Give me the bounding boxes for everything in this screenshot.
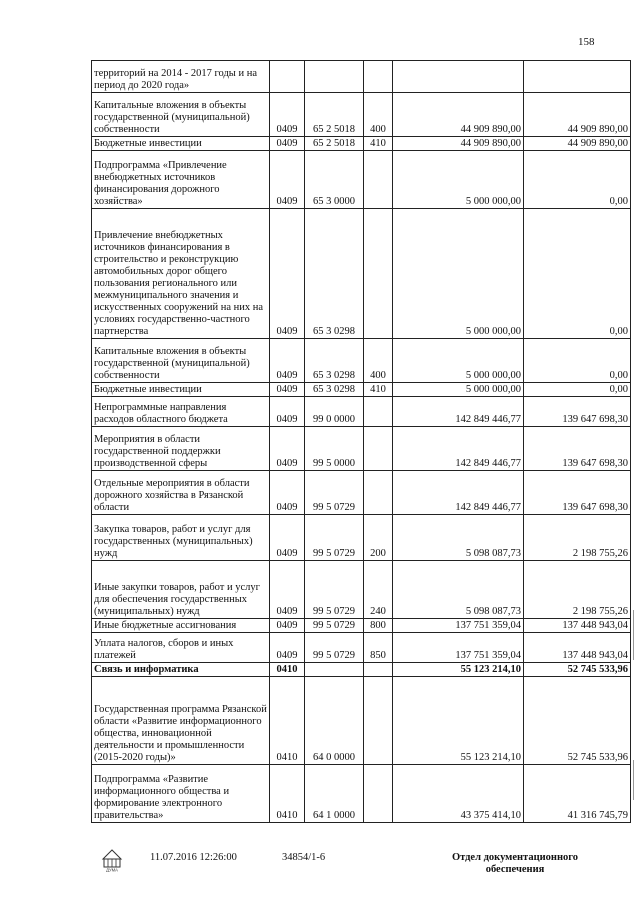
table-row bbox=[92, 765, 631, 823]
row-name: Непрограммные направления расходов областного бюджета bbox=[92, 397, 270, 427]
table-row bbox=[92, 209, 631, 339]
row-amount-2017: 137 448 943,04 bbox=[524, 633, 631, 663]
row-amount-2017: 52 745 533,96 bbox=[524, 663, 631, 677]
table-row bbox=[92, 633, 631, 663]
row-target-code: 99 5 0729 bbox=[305, 561, 364, 619]
budget-table bbox=[91, 60, 631, 823]
row-amount-2017: 0,00 bbox=[524, 383, 631, 397]
row-amount-2016: 142 849 446,77 bbox=[393, 397, 524, 427]
row-section-code: 0409 bbox=[270, 209, 305, 339]
row-target-code: 99 5 0729 bbox=[305, 471, 364, 515]
row-section-code: 0409 bbox=[270, 427, 305, 471]
row-section-code: 0409 bbox=[270, 515, 305, 561]
row-expense-type: 410 bbox=[364, 137, 393, 151]
row-amount-2017 bbox=[524, 61, 631, 93]
row-amount-2016: 5 000 000,00 bbox=[393, 151, 524, 209]
table-row bbox=[92, 151, 631, 209]
row-name: Бюджетные инвестиции bbox=[92, 137, 270, 151]
row-section-code: 0409 bbox=[270, 93, 305, 137]
table-row bbox=[92, 137, 631, 151]
row-expense-type bbox=[364, 209, 393, 339]
row-target-code: 65 2 5018 bbox=[305, 93, 364, 137]
row-amount-2016: 55 123 214,10 bbox=[393, 677, 524, 765]
row-amount-2017: 52 745 533,96 bbox=[524, 677, 631, 765]
row-name: Закупка товаров, работ и услуг для государственных (муниципальных) нужд bbox=[92, 515, 270, 561]
row-amount-2017: 41 316 745,79 bbox=[524, 765, 631, 823]
budget-table-body bbox=[92, 61, 631, 823]
row-amount-2016: 5 000 000,00 bbox=[393, 383, 524, 397]
row-expense-type bbox=[364, 677, 393, 765]
row-expense-type: 850 bbox=[364, 633, 393, 663]
row-section-code: 0409 bbox=[270, 561, 305, 619]
row-name: Связь и информатика bbox=[92, 663, 270, 677]
scan-edge-mark bbox=[633, 610, 634, 660]
row-amount-2017: 44 909 890,00 bbox=[524, 137, 631, 151]
row-name: Подпрограмма «Развитие информационного общества и формирование электронного правительства» bbox=[92, 765, 270, 823]
row-section-code: 0409 bbox=[270, 397, 305, 427]
row-name: Государственная программа Рязанской области «Развитие информационного общества, инновационной деятельности и промышленности (2015-2020 годы)» bbox=[92, 677, 270, 765]
table-row bbox=[92, 339, 631, 383]
row-name: Привлечение внебюджетных источников финансирования в строительство и реконструкцию автомобильных дорог общего пользования регионального или межмуниципального значения и искусственных сооружений на них на условиях государственно-частного партнерства bbox=[92, 209, 270, 339]
row-section-code: 0409 bbox=[270, 383, 305, 397]
row-expense-type bbox=[364, 765, 393, 823]
table-row bbox=[92, 515, 631, 561]
row-amount-2017: 139 647 698,30 bbox=[524, 397, 631, 427]
row-target-code bbox=[305, 663, 364, 677]
row-amount-2017: 2 198 755,26 bbox=[524, 515, 631, 561]
scan-edge-mark bbox=[633, 760, 634, 800]
row-expense-type: 410 bbox=[364, 383, 393, 397]
table-row bbox=[92, 93, 631, 137]
row-target-code: 99 5 0729 bbox=[305, 515, 364, 561]
row-target-code: 65 3 0298 bbox=[305, 383, 364, 397]
row-amount-2017: 137 448 943,04 bbox=[524, 619, 631, 633]
footer-department bbox=[440, 852, 590, 876]
row-amount-2016: 5 098 087,73 bbox=[393, 515, 524, 561]
row-section-code: 0410 bbox=[270, 663, 305, 677]
row-name: Мероприятия в области государственной поддержки производственной сферы bbox=[92, 427, 270, 471]
row-amount-2016: 55 123 214,10 bbox=[393, 663, 524, 677]
row-section-code: 0410 bbox=[270, 677, 305, 765]
table-row bbox=[92, 61, 631, 93]
row-target-code bbox=[305, 61, 364, 93]
row-expense-type: 800 bbox=[364, 619, 393, 633]
row-amount-2017: 2 198 755,26 bbox=[524, 561, 631, 619]
row-amount-2017: 139 647 698,30 bbox=[524, 427, 631, 471]
row-amount-2016: 5 000 000,00 bbox=[393, 209, 524, 339]
table-row bbox=[92, 561, 631, 619]
row-section-code: 0409 bbox=[270, 137, 305, 151]
footer-department-line2: обеспечения bbox=[485, 864, 545, 875]
row-amount-2016 bbox=[393, 61, 524, 93]
logo-caption: ДУМА bbox=[106, 867, 118, 872]
row-name: Капитальные вложения в объекты государственной (муниципальной) собственности bbox=[92, 93, 270, 137]
row-name: Иные бюджетные ассигнования bbox=[92, 619, 270, 633]
row-expense-type bbox=[364, 663, 393, 677]
row-expense-type bbox=[364, 397, 393, 427]
row-amount-2016: 5 098 087,73 bbox=[393, 561, 524, 619]
row-expense-type: 400 bbox=[364, 93, 393, 137]
row-expense-type: 400 bbox=[364, 339, 393, 383]
row-section-code: 0409 bbox=[270, 471, 305, 515]
row-target-code: 64 0 0000 bbox=[305, 677, 364, 765]
table-row bbox=[92, 663, 631, 677]
row-amount-2016: 5 000 000,00 bbox=[393, 339, 524, 383]
table-row bbox=[92, 427, 631, 471]
row-target-code: 65 3 0298 bbox=[305, 209, 364, 339]
row-expense-type bbox=[364, 61, 393, 93]
row-amount-2016: 43 375 414,10 bbox=[393, 765, 524, 823]
duma-logo-icon bbox=[100, 846, 124, 872]
table-row bbox=[92, 619, 631, 633]
row-amount-2016: 137 751 359,04 bbox=[393, 633, 524, 663]
table-row bbox=[92, 471, 631, 515]
row-target-code: 65 3 0000 bbox=[305, 151, 364, 209]
row-target-code: 99 5 0729 bbox=[305, 633, 364, 663]
row-target-code: 64 1 0000 bbox=[305, 765, 364, 823]
row-amount-2017: 0,00 bbox=[524, 151, 631, 209]
row-expense-type bbox=[364, 427, 393, 471]
table-row bbox=[92, 677, 631, 765]
row-amount-2017: 0,00 bbox=[524, 209, 631, 339]
footer-doc-code: 34854/1-6 bbox=[282, 852, 326, 863]
table-row bbox=[92, 397, 631, 427]
row-name: Уплата налогов, сборов и иных платежей bbox=[92, 633, 270, 663]
row-amount-2016: 142 849 446,77 bbox=[393, 427, 524, 471]
row-amount-2017: 44 909 890,00 bbox=[524, 93, 631, 137]
row-name: Капитальные вложения в объекты государственной (муниципальной) собственности bbox=[92, 339, 270, 383]
row-target-code: 99 5 0000 bbox=[305, 427, 364, 471]
footer-date: 11.07.2016 12:26:00 bbox=[150, 852, 237, 863]
row-name: Иные закупки товаров, работ и услуг для обеспечения государственных (муниципальных) нужд bbox=[92, 561, 270, 619]
row-amount-2016: 137 751 359,04 bbox=[393, 619, 524, 633]
row-name: территорий на 2014 - 2017 годы и на период до 2020 года» bbox=[92, 61, 270, 93]
row-name: Отдельные мероприятия в области дорожного хозяйства в Рязанской области bbox=[92, 471, 270, 515]
row-amount-2017: 0,00 bbox=[524, 339, 631, 383]
row-expense-type bbox=[364, 151, 393, 209]
page-number: 158 bbox=[578, 36, 595, 48]
row-amount-2016: 44 909 890,00 bbox=[393, 137, 524, 151]
row-section-code: 0409 bbox=[270, 619, 305, 633]
row-section-code: 0409 bbox=[270, 151, 305, 209]
table-row bbox=[92, 383, 631, 397]
row-amount-2016: 142 849 446,77 bbox=[393, 471, 524, 515]
row-amount-2016: 44 909 890,00 bbox=[393, 93, 524, 137]
footer-department-line1: Отдел документационного bbox=[451, 852, 579, 863]
row-amount-2017: 139 647 698,30 bbox=[524, 471, 631, 515]
row-name: Бюджетные инвестиции bbox=[92, 383, 270, 397]
row-expense-type: 200 bbox=[364, 515, 393, 561]
row-target-code: 65 3 0298 bbox=[305, 339, 364, 383]
row-target-code: 65 2 5018 bbox=[305, 137, 364, 151]
row-section-code: 0409 bbox=[270, 339, 305, 383]
row-name: Подпрограмма «Привлечение внебюджетных источников финансирования дорожного хозяйства» bbox=[92, 151, 270, 209]
row-target-code: 99 0 0000 bbox=[305, 397, 364, 427]
row-section-code: 0410 bbox=[270, 765, 305, 823]
row-expense-type: 240 bbox=[364, 561, 393, 619]
row-expense-type bbox=[364, 471, 393, 515]
row-section-code bbox=[270, 61, 305, 93]
row-target-code: 99 5 0729 bbox=[305, 619, 364, 633]
row-section-code: 0409 bbox=[270, 633, 305, 663]
